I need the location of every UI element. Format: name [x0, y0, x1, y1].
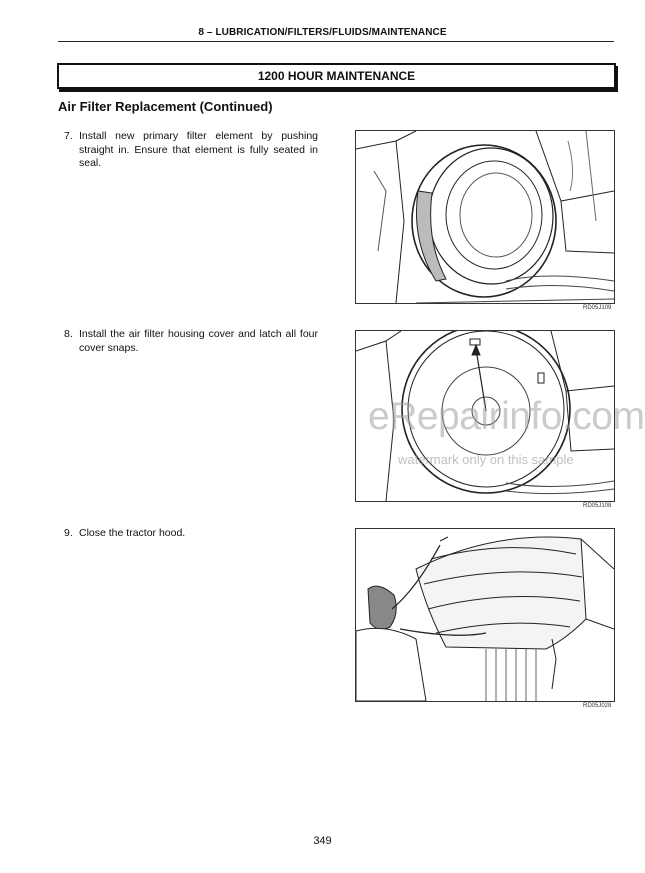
- header-rule: [58, 41, 614, 42]
- step-text: Install the air filter housing cover and latch all four cover snaps.: [79, 328, 318, 354]
- chapter-header: 8 – LUBRICATION/FILTERS/FLUIDS/MAINTENANCE: [198, 27, 447, 38]
- step-number: 9.: [64, 527, 73, 539]
- banner-title: 1200 HOUR MAINTENANCE: [257, 69, 416, 83]
- figure-close-hood: [355, 528, 615, 702]
- section-title: Air Filter Replacement (Continued): [58, 99, 273, 114]
- section-banner: [57, 63, 616, 89]
- hood-close-illustration: [356, 529, 614, 701]
- step-9: [64, 527, 318, 541]
- step-number: 7.: [64, 130, 73, 142]
- filter-install-illustration: [356, 131, 614, 303]
- figure-primary-filter: [355, 130, 615, 304]
- step-text: Install new primary filter element by pushing straight in. Ensure that element is fully seated in seal.: [79, 130, 318, 169]
- step-7: [64, 130, 318, 171]
- step-text: Close the tractor hood.: [79, 527, 186, 539]
- watermark-text: eRepairinfo.com: [368, 395, 645, 438]
- figure-code: RD05J108: [583, 503, 612, 509]
- figure-code: RD05J028: [583, 703, 612, 709]
- figure-code: RD05J109: [583, 305, 612, 311]
- step-8: [64, 328, 318, 355]
- watermark-subtext: watermark only on this sample: [398, 452, 574, 467]
- page-number: 349: [313, 835, 332, 847]
- step-number: 8.: [64, 328, 73, 340]
